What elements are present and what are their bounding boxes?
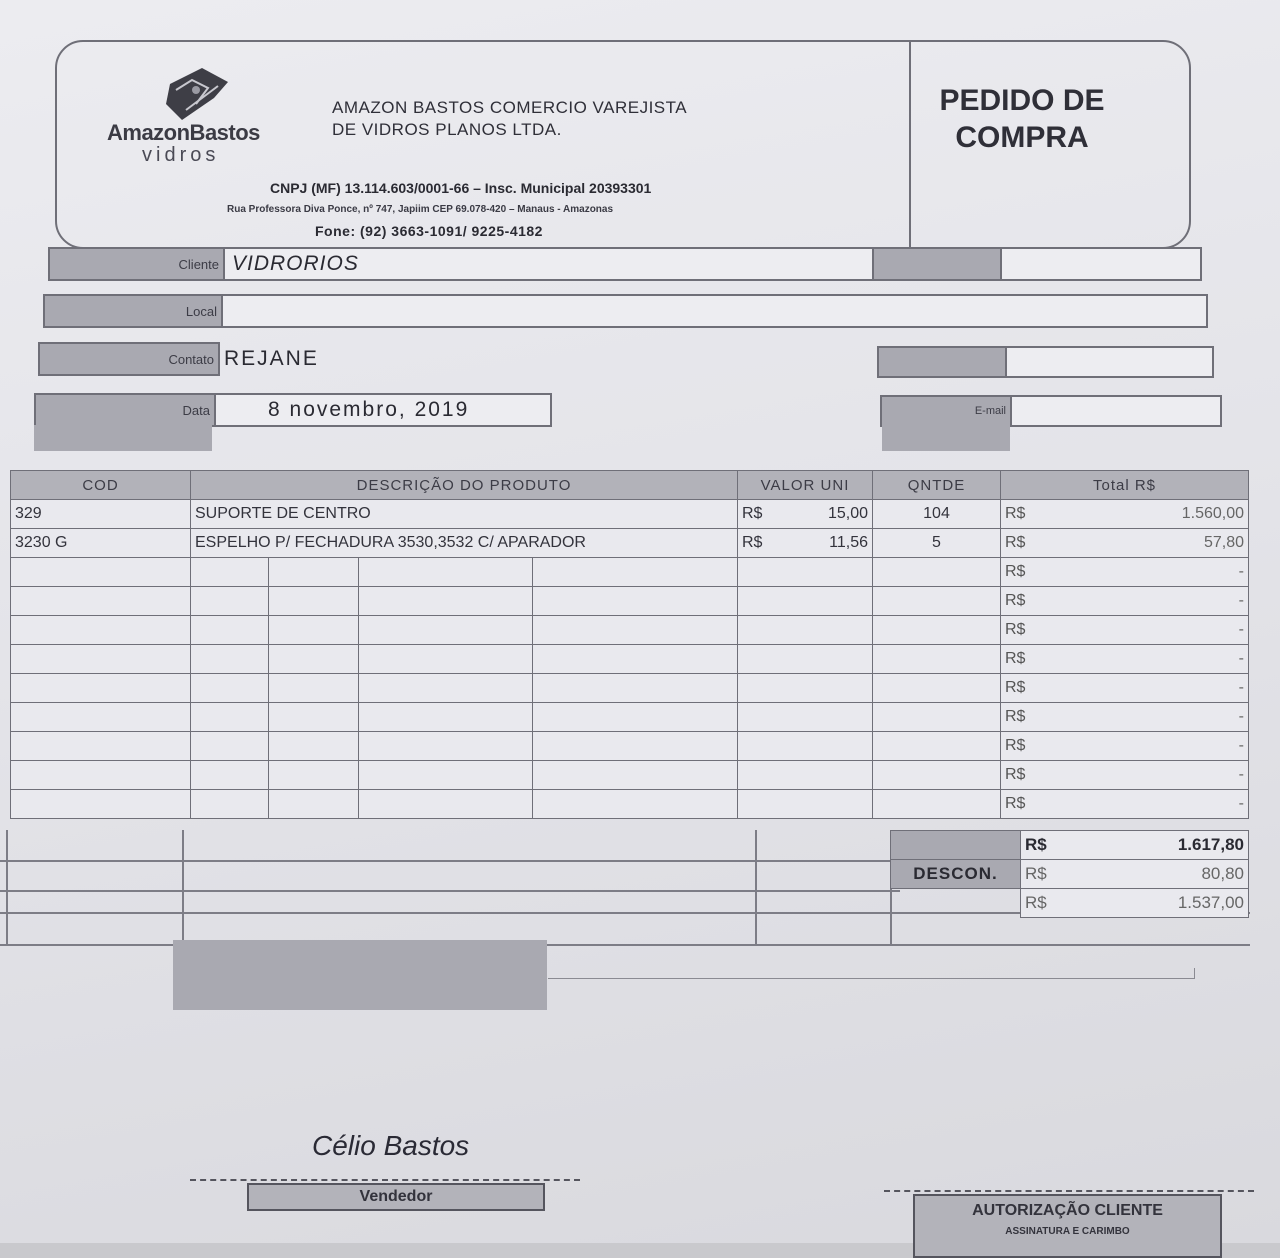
cell-total[interactable] (1001, 616, 1249, 645)
local-label: Local (45, 296, 223, 326)
header-box (55, 40, 1191, 249)
data-row (34, 393, 552, 427)
currency-label: R$ (1005, 563, 1026, 580)
total-amount: - (1238, 650, 1244, 667)
empty-cell[interactable] (191, 674, 269, 703)
empty-cell[interactable] (191, 587, 269, 616)
total-amount: - (1238, 708, 1244, 725)
empty-cell[interactable] (359, 645, 533, 674)
empty-cell[interactable] (873, 732, 1001, 761)
empty-cell[interactable] (873, 790, 1001, 819)
table-row (11, 645, 1249, 674)
empty-cell[interactable] (359, 732, 533, 761)
currency-label: R$ (1025, 864, 1047, 883)
desconto-row (891, 860, 1249, 889)
company-cnpj: CNPJ (MF) 13.114.603/0001-66 – Insc. Municipal 20393301 (270, 180, 652, 196)
empty-cell[interactable] (738, 732, 873, 761)
final-value (1021, 889, 1249, 918)
empty-cell[interactable] (191, 645, 269, 674)
empty-cell[interactable] (191, 790, 269, 819)
empty-cell[interactable] (191, 732, 269, 761)
empty-cell[interactable] (269, 558, 359, 587)
currency-label: R$ (1005, 621, 1026, 638)
table-row (11, 587, 1249, 616)
empty-cell[interactable] (533, 790, 738, 819)
seller-label: Vendedor (247, 1183, 545, 1211)
col-header-qntde: QNTDE (873, 471, 1001, 500)
total-amount: 1.560,00 (1181, 505, 1244, 522)
final-label-empty (891, 889, 1021, 918)
currency-label: R$ (742, 534, 763, 551)
empty-cell[interactable] (11, 558, 191, 587)
table-row (11, 674, 1249, 703)
empty-cell[interactable] (269, 732, 359, 761)
empty-cell[interactable] (533, 558, 738, 587)
cell-total[interactable] (1001, 558, 1249, 587)
currency-label: R$ (1005, 592, 1026, 609)
total-amount: - (1238, 737, 1244, 754)
phone-row (877, 346, 1214, 378)
empty-cell[interactable] (269, 616, 359, 645)
empty-cell[interactable] (533, 645, 738, 674)
company-address: Rua Professora Diva Ponce, nº 747, Japiim CEP 69.078-420 – Manaus - Amazonas (227, 204, 614, 215)
cell-total[interactable] (1001, 645, 1249, 674)
client-authorization-box (913, 1194, 1222, 1258)
data-shadow-box (34, 425, 212, 451)
cell-total[interactable] (1001, 790, 1249, 819)
table-row (11, 616, 1249, 645)
seller-signature: Célio Bastos (312, 1130, 470, 1161)
items-table (10, 470, 1249, 819)
cell-total[interactable] (1001, 529, 1249, 558)
empty-cell[interactable] (11, 761, 191, 790)
empty-cell[interactable] (533, 587, 738, 616)
empty-cell[interactable] (873, 674, 1001, 703)
empty-cell[interactable] (11, 645, 191, 674)
empty-cell[interactable] (269, 674, 359, 703)
cell-cod[interactable]: 329 (11, 500, 191, 529)
empty-cell[interactable] (359, 703, 533, 732)
cell-valor-uni[interactable] (738, 529, 873, 558)
empty-cell[interactable] (873, 761, 1001, 790)
cliente-label: Cliente (50, 249, 225, 279)
gray-note-box (173, 940, 547, 1010)
cell-descricao[interactable]: SUPORTE DE CENTRO (191, 500, 738, 529)
header-divider (909, 42, 911, 247)
table-row (11, 790, 1249, 819)
empty-cell[interactable] (191, 703, 269, 732)
empty-cell[interactable] (11, 703, 191, 732)
currency-label: R$ (1005, 737, 1026, 754)
cell-descricao[interactable]: ESPELHO P/ FECHADURA 3530,3532 C/ APARADOR (191, 529, 738, 558)
empty-cell[interactable] (533, 761, 738, 790)
data-value[interactable]: 8 novembro, 2019 (268, 398, 470, 421)
final-row (891, 889, 1249, 918)
valor-uni-amount: 15,00 (827, 505, 868, 522)
col-header-descricao: DESCRIÇÃO DO PRODUTO (191, 471, 738, 500)
empty-cell[interactable] (738, 645, 873, 674)
desconto-label: DESCON. (891, 860, 1021, 889)
company-logo (107, 64, 297, 164)
company-phone: Fone: (92) 3663-1091/ 9225-4182 (315, 223, 543, 239)
table-row (11, 500, 1249, 529)
grid-line (0, 890, 900, 892)
document-title-line1: PEDIDO DE (939, 84, 1105, 117)
empty-cell[interactable] (873, 587, 1001, 616)
company-name-line2: DE VIDROS PLANOS LTDA. (332, 120, 562, 139)
col-header-cod: COD (11, 471, 191, 500)
empty-cell[interactable] (873, 558, 1001, 587)
cell-total[interactable] (1001, 703, 1249, 732)
empty-cell[interactable] (11, 732, 191, 761)
empty-cell[interactable] (269, 790, 359, 819)
cell-valor-uni[interactable] (738, 500, 873, 529)
document-title (917, 82, 1127, 156)
empty-cell[interactable] (11, 790, 191, 819)
grid-line (755, 830, 757, 945)
cell-total[interactable] (1001, 674, 1249, 703)
empty-cell[interactable] (738, 587, 873, 616)
company-name (332, 97, 687, 141)
empty-cell[interactable] (738, 790, 873, 819)
currency-label: R$ (1005, 708, 1026, 725)
cliente-value[interactable]: VIDRORIOS (232, 252, 359, 275)
currency-label: R$ (1005, 505, 1026, 522)
empty-cell[interactable] (269, 761, 359, 790)
currency-label: R$ (1025, 893, 1047, 912)
grid-line (6, 830, 8, 945)
total-amount: - (1238, 592, 1244, 609)
empty-cell[interactable] (533, 732, 738, 761)
empty-cell[interactable] (359, 558, 533, 587)
email-label: E-mail (882, 397, 1012, 425)
email-row (880, 395, 1222, 427)
desconto-value (1021, 860, 1249, 889)
seller-signature-line (190, 1179, 580, 1181)
final-amount: 1.537,00 (1177, 893, 1244, 912)
grid-line (0, 860, 900, 862)
cell-total[interactable] (1001, 761, 1249, 790)
table-header-row (11, 471, 1249, 500)
empty-cell[interactable] (11, 674, 191, 703)
table-row (11, 732, 1249, 761)
total-amount: - (1238, 621, 1244, 638)
total-amount: - (1238, 563, 1244, 580)
cell-total[interactable] (1001, 732, 1249, 761)
cell-cod[interactable]: 3230 G (11, 529, 191, 558)
desconto-amount: 80,80 (1201, 864, 1244, 883)
client-authorization-sub: ASSINATURA E CARIMBO (1005, 1226, 1130, 1237)
empty-cell[interactable] (738, 703, 873, 732)
empty-cell[interactable] (191, 761, 269, 790)
cliente-row (48, 247, 1202, 281)
cell-qntde[interactable]: 5 (873, 529, 1001, 558)
cell-total[interactable] (1001, 500, 1249, 529)
document-title-line2: COMPRA (955, 121, 1089, 154)
currency-label: R$ (1005, 795, 1026, 812)
client-signature-line (884, 1190, 1254, 1192)
currency-label: R$ (1025, 835, 1047, 854)
currency-label: R$ (742, 505, 763, 522)
col-header-valor-uni: VALOR UNI (738, 471, 873, 500)
empty-cell[interactable] (359, 790, 533, 819)
empty-cell[interactable] (873, 645, 1001, 674)
total-amount: 57,80 (1203, 534, 1244, 551)
total-amount: - (1238, 766, 1244, 783)
cell-total[interactable] (1001, 587, 1249, 616)
empty-cell[interactable] (533, 616, 738, 645)
phone-label-box (879, 348, 1007, 376)
empty-cell[interactable] (738, 616, 873, 645)
empty-cell[interactable] (359, 761, 533, 790)
email-shadow-box (882, 425, 1010, 451)
total-amount: - (1238, 795, 1244, 812)
subtotal-row (891, 831, 1249, 860)
logo-brand-text: AmazonBastos (107, 120, 260, 145)
cliente-extra-field (872, 249, 1002, 279)
table-row (11, 761, 1249, 790)
empty-cell[interactable] (359, 616, 533, 645)
currency-label: R$ (1005, 650, 1026, 667)
table-row (11, 558, 1249, 587)
empty-cell[interactable] (738, 558, 873, 587)
empty-cell[interactable] (269, 703, 359, 732)
company-name-line1: AMAZON BASTOS COMERCIO VAREJISTA (332, 98, 688, 117)
subtotal-amount: 1.617,80 (1177, 835, 1244, 854)
note-underline (548, 968, 1195, 979)
empty-cell[interactable] (873, 703, 1001, 732)
empty-cell[interactable] (359, 587, 533, 616)
contato-label: Contato (40, 344, 220, 374)
glass-logo-icon (162, 64, 232, 122)
empty-cell[interactable] (269, 587, 359, 616)
subtotal-value (1021, 831, 1249, 860)
valor-uni-amount: 11,56 (829, 534, 868, 551)
empty-cell[interactable] (873, 616, 1001, 645)
currency-label: R$ (1005, 534, 1026, 551)
contato-row (38, 342, 220, 376)
table-row (11, 703, 1249, 732)
empty-cell[interactable] (191, 558, 269, 587)
contato-value[interactable]: REJANE (224, 347, 319, 370)
currency-label: R$ (1005, 679, 1026, 696)
local-row (43, 294, 1208, 328)
col-header-total: Total R$ (1001, 471, 1249, 500)
totals-table (890, 830, 1249, 918)
total-amount: - (1238, 679, 1244, 696)
empty-cell[interactable] (533, 703, 738, 732)
cell-qntde[interactable]: 104 (873, 500, 1001, 529)
empty-cell[interactable] (533, 674, 738, 703)
data-label: Data (36, 395, 216, 425)
logo-sub-text: vidros (142, 144, 220, 166)
empty-cell[interactable] (11, 587, 191, 616)
empty-cell[interactable] (11, 616, 191, 645)
empty-cell[interactable] (738, 761, 873, 790)
grid-line (182, 830, 184, 945)
table-row (11, 529, 1249, 558)
empty-cell[interactable] (359, 674, 533, 703)
client-authorization-label: AUTORIZAÇÃO CLIENTE (972, 1202, 1163, 1219)
subtotal-label-box (891, 831, 1021, 860)
currency-label: R$ (1005, 766, 1026, 783)
empty-cell[interactable] (738, 674, 873, 703)
empty-cell[interactable] (269, 645, 359, 674)
empty-cell[interactable] (191, 616, 269, 645)
